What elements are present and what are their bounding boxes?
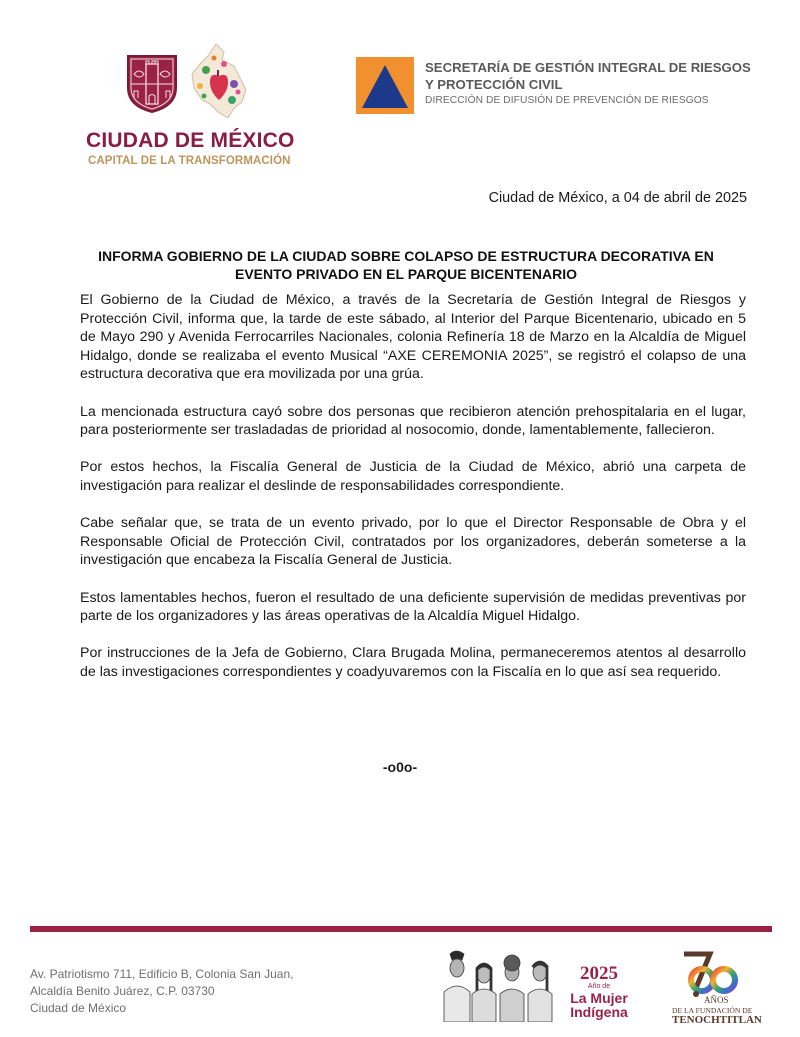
civil-protection-triangle-icon [356,57,414,114]
end-separator: -o0o- [382,759,418,775]
cdmx-shield-icon [126,54,178,114]
paragraph: El Gobierno de la Ciudad de México, a través de la Secretaría de Gestión Integral de Riesgos y Protección Civil, informa que, la tarde de este sábado, al Interior del Parque Bicentenario, ubicado en 5 de Mayo 290 y Avenida Ferrocarriles Nacionales, colonia Refinería 18 de Marzo en la Alcaldía de Miguel Hidalgo, donde se realizaba el evento Musical “AXE CEREMONIA 2025”, se registró el colapso de una estructura decorativa que era movilizada por una grúa. [80,292,746,383]
year-of-indigenous-woman-logo [566,965,632,1019]
footer-divider [30,926,772,932]
secretaria-name-line1: SECRETARÍA DE GESTIÓN INTEGRAL DE RIESGOS [425,60,751,75]
paragraph: Estos lamentables hechos, fueron el resultado de una deficiente supervisión de medidas preventivas por parte de los organizadores y las áreas operativas de la Alcaldía Miguel Hidalgo. [80,589,746,625]
year-number: 2025 [580,963,618,984]
indigenous-women-illustration-icon [440,948,560,1022]
year-line2: Indígena [570,1004,628,1020]
headline [70,247,742,283]
cdmx-subtitle: CAPITAL DE LA TRANSFORMACIÓN [88,155,291,167]
paragraph: La mencionada estructura cayó sobre dos personas que recibieron atención prehospitalaria en el lugar, para posteriormente ser trasladadas de prioridad al nosocomio, donde, lamentablemente, fallecieron. [80,403,746,439]
seventy-line1: DE LA FUNDACIÓN DE [672,1006,753,1015]
cdmx-title: CIUDAD DE MÉXICO [86,129,295,152]
paragraph: Por estos hechos, la Fiscalía General de Justicia de la Ciudad de México, abrió una carpeta de investigación para realizar el deslinde de responsabilidades correspondiente. [80,459,746,494]
year-ano-de: Año de [587,983,611,990]
seventy-line2: TENOCHTITLAN [672,1014,762,1026]
address-line: Alcaldía Benito Juárez, C.P. 03730 [30,984,215,998]
cdmx-map-icon [188,42,250,120]
address-line: Av. Patriotismo 711, Edificio B, Colonia San Juan, [30,967,294,981]
document-date: Ciudad de México, a 04 de abril de 2025 [488,190,747,206]
year-line1: La Mujer [570,990,628,1006]
headline-line1: INFORMA GOBIERNO DE LA CIUDAD SOBRE COLAPSO DE ESTRUCTURA DECORATIVA EN [98,248,714,264]
footer-address [30,966,293,1017]
secretaria-direccion: DIRECCIÓN DE DIFUSIÓN DE PREVENCIÓN DE RIESGOS [425,95,709,106]
headline-line2: EVENTO PRIVADO EN EL PARQUE BICENTENARIO [234,266,577,282]
address-line: Ciudad de México [30,1001,127,1015]
document-body [80,291,746,700]
paragraph: Cabe señalar que, se trata de un evento privado, por lo que el Director Responsable de Obra y el Responsable Oficial de Protección Civil, contratados por los organizadores, deberán someterse a la investigación que encabeza la Fiscalía General de Justicia. [80,515,746,569]
paragraph: Por instrucciones de la Jefa de Gobierno, Clara Brugada Molina, permaneceremos atentos al desarrollo de las investigaciones correspondientes y coadyuvaremos con la Fiscalía en lo que así sea requerido. [80,645,746,680]
seventy-anos: AÑOS [704,995,729,1005]
secretaria-name-line2: Y PROTECCIÓN CIVIL [425,77,563,92]
